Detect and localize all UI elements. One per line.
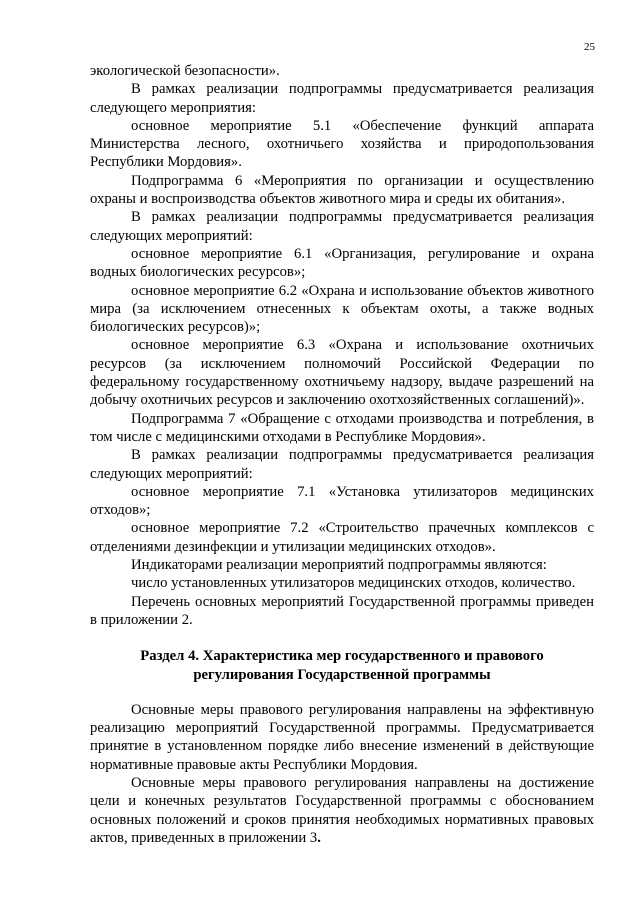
paragraph: Основные меры правового регулирования направлены на эффективную реализацию мероприятий Государственной программы. Предусматривается принятие в установленном порядке либо внесение изменений в действующие нормативные правовые акты Республики Мордовия. xyxy=(90,701,594,773)
paragraph: основное мероприятие 6.1 «Организация, регулирование и охрана водных биологических ресурсов»; xyxy=(90,245,594,281)
section-heading-line: регулирования Государственной программы xyxy=(193,666,491,683)
section-heading-line: Раздел 4. Характеристика мер государственного и правового xyxy=(140,648,544,665)
document-body xyxy=(90,62,594,847)
paragraph: экологической безопасности». xyxy=(90,63,280,79)
spacer xyxy=(90,684,594,701)
paragraph: число установленных утилизаторов медицинских отходов, количество. xyxy=(131,575,576,592)
spacer xyxy=(90,629,594,647)
paragraph: Индикаторами реализации мероприятий подпрограммы являются: xyxy=(131,557,547,574)
paragraph: основное мероприятие 5.1 «Обеспечение функций аппарата Министерства лесного, охотничьего хозяйства и природопользования Республики Мордовия». xyxy=(90,117,594,171)
paragraph xyxy=(90,774,594,847)
paragraph: основное мероприятие 6.2 «Охрана и использование объектов животного мира (за исключением отнесенных к объектам охоты, а также водных биологических ресурсов)»; xyxy=(90,282,594,336)
paragraph: В рамках реализации подпрограммы предусматривается реализация следующего мероприятия: xyxy=(90,81,594,116)
paragraph: Перечень основных мероприятий Государственной программы приведен в приложении 2. xyxy=(90,593,594,628)
page-number: 25 xyxy=(584,41,595,53)
paragraph: Подпрограмма 7 «Обращение с отходами производства и потребления, в том числе с медицинскими отходами в Республике Мордовия». xyxy=(90,410,594,445)
final-period: . xyxy=(317,829,321,846)
paragraph: основное мероприятие 6.3 «Охрана и использование охотничьих ресурсов (за исключением полномочий Российской Федерации по федеральному государственному охотничьему надзору, выдаче разрешений на добычу охотничьих ресурсов и заключению охотхозяйственных соглашений)». xyxy=(90,337,594,409)
paragraph: В рамках реализации подпрограммы предусматривается реализация следующих мероприятий: xyxy=(90,447,594,482)
paragraph: основное мероприятие 7.1 «Установка утилизаторов медицинских отходов»; xyxy=(90,483,594,519)
paragraph-text: Основные меры правового регулирования направлены на достижение цели и конечных результатов Государственной программы с обоснованием основных положений и сроков принятия необходимых нормативных правовых актов, приведенных в приложении 3 xyxy=(90,774,594,846)
section-heading xyxy=(90,647,594,684)
paragraph: основное мероприятие 7.2 «Строительство прачечных комплексов с отделениями дезинфекции и утилизации медицинских отходов». xyxy=(90,520,594,555)
paragraph: Подпрограмма 6 «Мероприятия по организации и осуществлению охраны и воспроизводства объектов животного мира и среды их обитания». xyxy=(90,172,594,208)
paragraph: В рамках реализации подпрограммы предусматривается реализация следующих мероприятий: xyxy=(90,209,594,244)
